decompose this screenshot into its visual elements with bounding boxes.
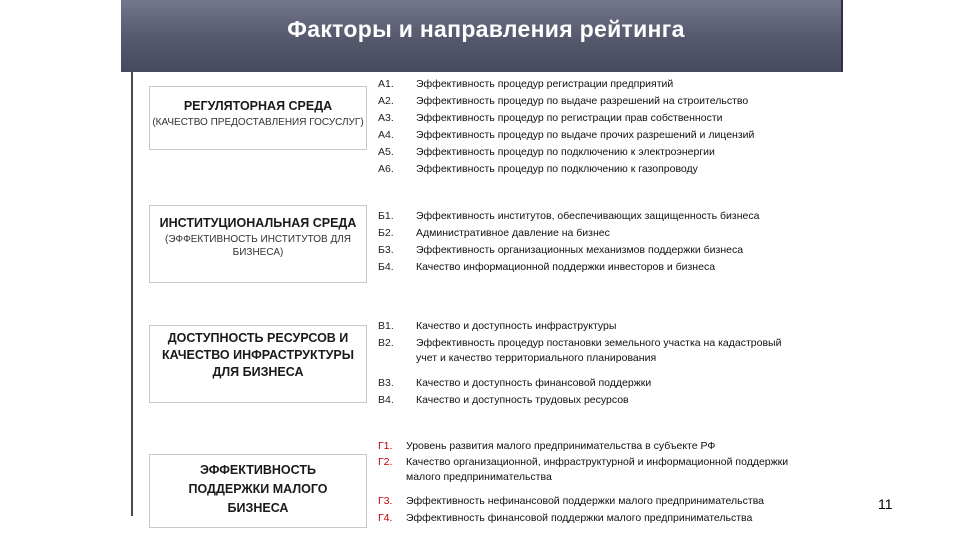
- list-item: [378, 336, 836, 366]
- item-text: Эффективность институтов, обеспечивающих защищенность бизнеса: [416, 210, 760, 222]
- item-code: Г4.: [378, 512, 393, 524]
- item-code: В1.: [378, 320, 394, 332]
- page-number: 11: [878, 496, 893, 512]
- factor-items-c: [378, 318, 836, 409]
- list-item: [378, 242, 836, 259]
- list-item: [378, 392, 836, 409]
- item-text: Уровень развития малого предпринимательства в субъекте РФ: [406, 440, 716, 452]
- item-code: Б4.: [378, 261, 394, 273]
- factor-subtitle: (КАЧЕСТВО ПРЕДОСТАВЛЕНИЯ ГОСУСЛУГ): [152, 117, 364, 128]
- factor-subtitle: (ЭФФЕКТИВНОСТЬ ИНСТИТУТОВ ДЛЯ БИЗНЕСА): [164, 234, 352, 258]
- list-item: [378, 161, 836, 178]
- item-code: Г2.: [378, 456, 393, 468]
- item-text: Эффективность нефинансовой поддержки малого предпринимательства: [406, 495, 764, 507]
- item-code: Б3.: [378, 244, 394, 256]
- item-code: Б2.: [378, 227, 394, 239]
- item-text: Качество организационной, инфраструктурной и информационной поддержки малого предпринимательства: [406, 456, 789, 483]
- list-item: [378, 375, 836, 392]
- item-text: Качество и доступность трудовых ресурсов: [416, 394, 629, 406]
- item-text: Эффективность процедур регистрации предприятий: [416, 78, 674, 90]
- factor-box-regulatory: [149, 86, 367, 150]
- item-code: А6.: [378, 163, 394, 175]
- item-text: Эффективность процедур по подключению к газопроводу: [416, 163, 698, 175]
- item-text: Эффективность финансовой поддержки малого предпринимательства: [406, 512, 753, 524]
- item-code: В3.: [378, 377, 394, 389]
- list-item: [378, 259, 836, 276]
- item-code: В4.: [378, 394, 394, 406]
- slide-title: Факторы и направления рейтинга: [287, 16, 685, 42]
- factor-items-b: [378, 208, 836, 276]
- list-item: [378, 93, 836, 110]
- list-item: [378, 144, 836, 161]
- item-code: А5.: [378, 146, 394, 158]
- list-item: [378, 225, 836, 242]
- list-item: [378, 110, 836, 127]
- list-item: [378, 493, 846, 510]
- item-code: А3.: [378, 112, 394, 124]
- factor-title: ДОСТУПНОСТЬ РЕСУРСОВ И КАЧЕСТВО ИНФРАСТРУКТУРЫ ДЛЯ БИЗНЕСА: [162, 331, 354, 379]
- list-item: [378, 208, 836, 225]
- vertical-divider: [131, 72, 133, 516]
- item-code: В2.: [378, 337, 394, 349]
- item-text: Эффективность организационных механизмов поддержки бизнеса: [416, 244, 744, 256]
- item-code: Г3.: [378, 495, 393, 507]
- item-code: А2.: [378, 95, 394, 107]
- item-text: Эффективность процедур по выдаче разрешений на строительство: [416, 95, 749, 107]
- item-text: Эффективность процедур по выдаче прочих разрешений и лицензий: [416, 129, 755, 141]
- item-text: Качество и доступность финансовой поддержки: [416, 377, 652, 389]
- factor-items-d: [378, 438, 846, 527]
- list-item: [378, 127, 836, 144]
- factor-box-institutional: [149, 205, 367, 283]
- item-code: Б1.: [378, 210, 394, 222]
- item-code: Г1.: [378, 440, 393, 452]
- list-item: [378, 438, 846, 455]
- item-text: Эффективность процедур по подключению к электроэнергии: [416, 146, 715, 158]
- item-code: А4.: [378, 129, 394, 141]
- factor-title: ЭФФЕКТИВНОСТЬ ПОДДЕРЖКИ МАЛОГО БИЗНЕСА: [188, 463, 328, 515]
- item-text: Качество информационной поддержки инвесторов и бизнеса: [416, 261, 716, 273]
- item-text: Эффективность процедур по регистрации прав собственности: [416, 112, 723, 124]
- factor-title: ИНСТИТУЦИОНАЛЬНАЯ СРЕДА: [159, 216, 357, 230]
- item-text: Эффективность процедур постановки земельного участка на кадастровый учет и качество территориального планирования: [416, 337, 782, 364]
- item-text: Качество и доступность инфраструктуры: [416, 320, 617, 332]
- list-item: [378, 76, 836, 93]
- item-code: А1.: [378, 78, 394, 90]
- list-item: [378, 510, 846, 527]
- list-item: [378, 318, 836, 335]
- factor-title: РЕГУЛЯТОРНАЯ СРЕДА: [183, 99, 333, 113]
- factor-items-a: [378, 76, 836, 178]
- factor-box-resources: [149, 325, 367, 403]
- list-item: [378, 455, 846, 485]
- factor-box-small-business: [149, 454, 367, 528]
- item-text: Административное давление на бизнес: [416, 227, 610, 239]
